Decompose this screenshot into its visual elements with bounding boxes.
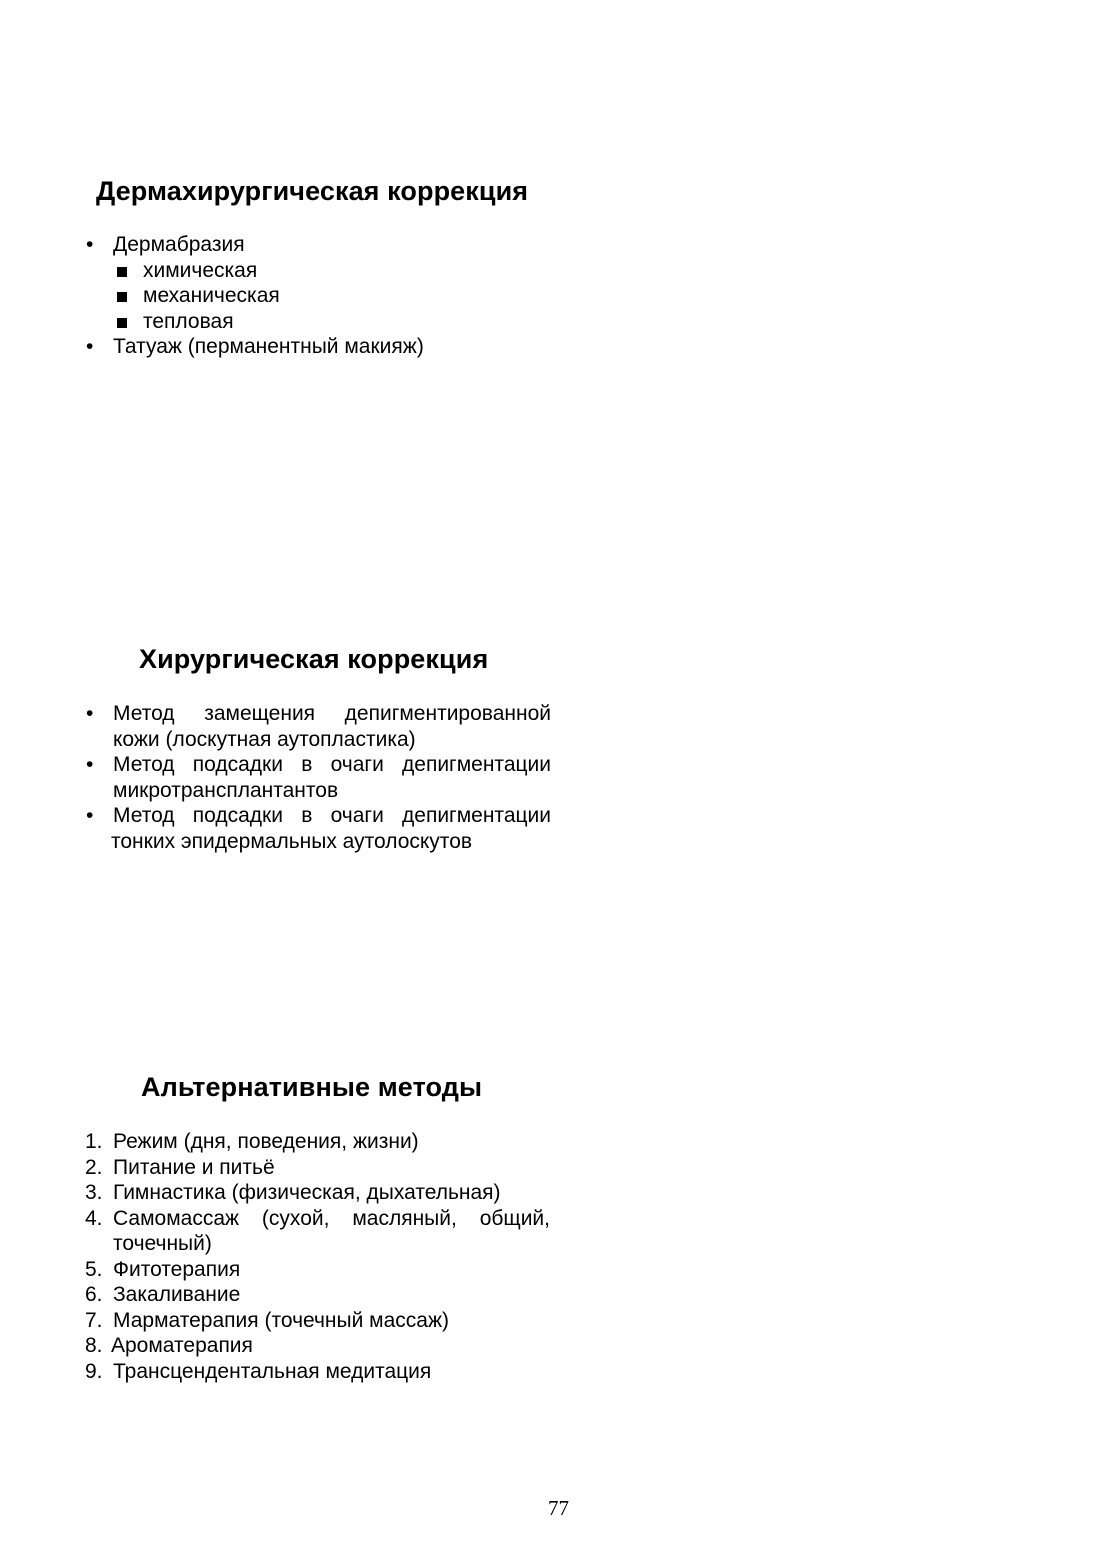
square-bullet-icon — [117, 292, 127, 302]
bullet-icon: • — [86, 702, 94, 725]
list-item-label: Трансцендентальная медитация — [113, 1359, 432, 1383]
list-item — [86, 701, 551, 752]
list-item — [85, 1308, 550, 1334]
list-item-label: Дермабразия — [113, 233, 245, 256]
list-item-number: 2. — [85, 1155, 103, 1179]
alternative-list — [85, 1129, 550, 1384]
list-item-number: 9. — [85, 1359, 103, 1383]
sub-list-item — [143, 309, 424, 335]
bullet-icon: • — [86, 804, 94, 827]
list-item-line: Метод подсадки в очаги депигментации — [113, 753, 551, 776]
list-item-line: Самомассаж (сухой, масляный, общий, — [113, 1206, 550, 1230]
list-item-label: механическая — [143, 284, 280, 307]
list-item-line: Метод замещения депигментированной — [113, 702, 551, 725]
list-item — [86, 334, 424, 360]
list-item-label: Гимнастика (физическая, дыхательная) — [113, 1181, 501, 1204]
list-item-number: 7. — [85, 1308, 103, 1332]
list-item-number: 6. — [85, 1283, 103, 1306]
list-item-label: тепловая — [143, 309, 234, 333]
list-item — [85, 1282, 550, 1308]
list-item-label: Режим (дня, поведения, жизни) — [113, 1130, 419, 1153]
square-bullet-icon — [117, 318, 127, 328]
list-item-line: тонких эпидермальных аутолоскутов — [111, 829, 473, 853]
derma-heading: Дермахирургическая коррекция — [96, 176, 529, 206]
list-item-number: 1. — [85, 1130, 103, 1153]
list-item — [86, 752, 551, 803]
derma-list — [86, 232, 424, 360]
list-item-line: точечный) — [113, 1232, 212, 1255]
list-item — [86, 232, 424, 258]
list-item-label: химическая — [143, 258, 258, 282]
list-item-label: Марматерапия (точечный массаж) — [113, 1308, 450, 1332]
list-item-label: Татуаж (перманентный макияж) — [113, 335, 424, 358]
bullet-icon: • — [86, 753, 94, 776]
page-number: 77 — [548, 1496, 569, 1520]
list-item-label: Фитотерапия — [113, 1257, 241, 1281]
list-item — [85, 1155, 550, 1181]
list-item — [85, 1206, 550, 1257]
surgical-list — [86, 701, 551, 854]
list-item-line: микротрансплантантов — [113, 778, 339, 802]
sub-list-item — [143, 258, 424, 284]
list-item-number: 4. — [85, 1206, 103, 1230]
list-item-line: кожи (лоскутная аутопластика) — [113, 727, 416, 751]
list-item-label: Ароматерапия — [111, 1334, 253, 1357]
square-bullet-icon — [117, 267, 127, 277]
list-item-label: Закаливание — [113, 1283, 241, 1306]
list-item-number: 3. — [85, 1181, 103, 1204]
surgical-heading: Хирургическая коррекция — [139, 644, 489, 674]
list-item — [85, 1129, 550, 1155]
list-item-line: Метод подсадки в очаги депигментации — [113, 804, 551, 827]
list-item — [86, 803, 551, 854]
sub-list-item — [143, 283, 424, 309]
list-item — [85, 1257, 550, 1283]
list-item-number: 5. — [85, 1257, 103, 1281]
list-item-number: 8. — [85, 1334, 103, 1357]
bullet-icon: • — [86, 335, 94, 358]
list-item — [85, 1333, 550, 1359]
list-item — [85, 1359, 550, 1385]
list-item — [85, 1180, 550, 1206]
list-item-label: Питание и питьё — [113, 1155, 275, 1179]
bullet-icon: • — [86, 233, 94, 256]
alternative-heading: Альтернативные методы — [141, 1072, 483, 1102]
